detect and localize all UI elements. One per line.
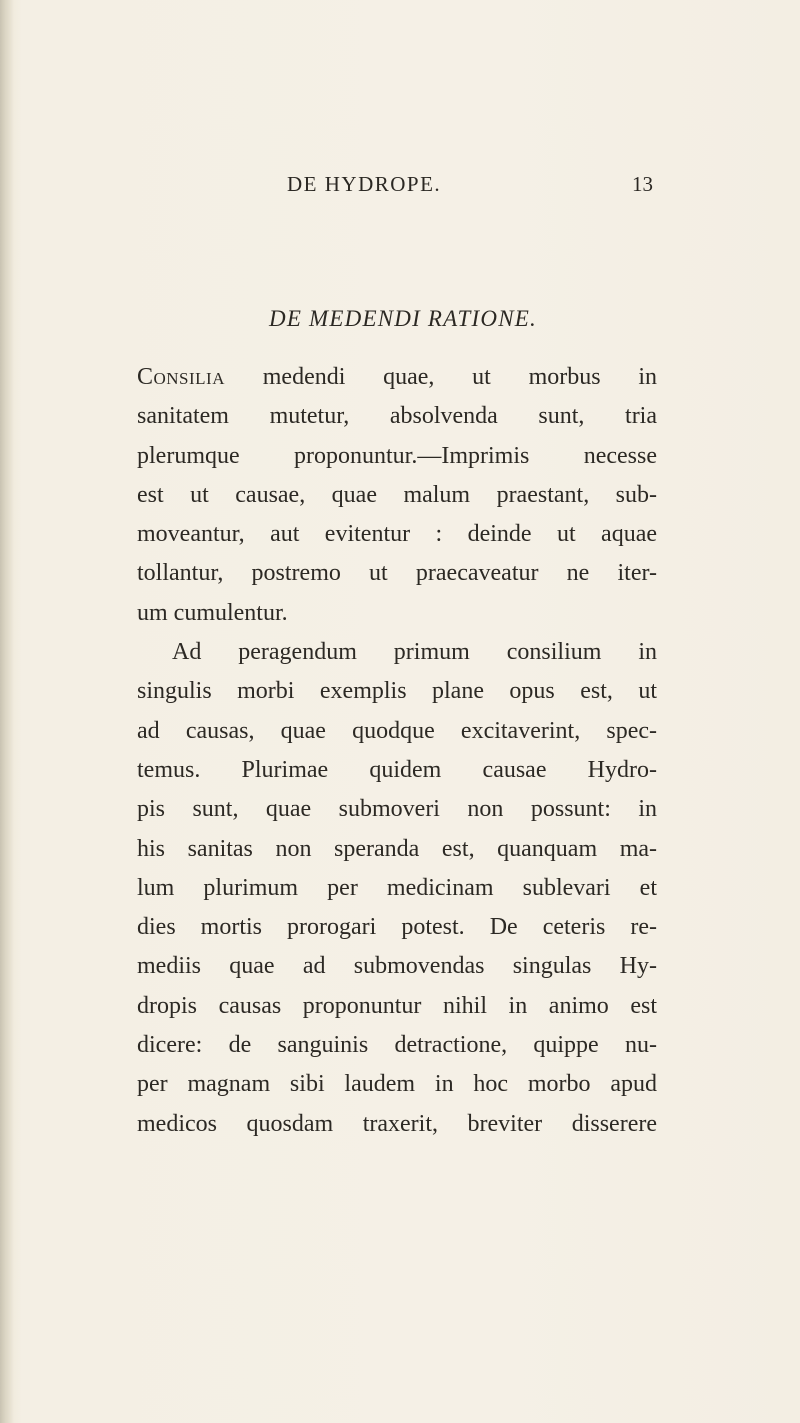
text-line: moveantur, aut evitentur : deinde ut aquae — [137, 521, 657, 548]
line-rest: medendi quae, ut morbus in — [225, 364, 657, 390]
text-line: mediis quae ad submovendas singulas Hy- — [137, 953, 657, 980]
text-line: tollantur, postremo ut praecaveatur ne iter- — [137, 560, 657, 587]
paragraph-start-line: Ad peragendum primum consilium in — [172, 639, 657, 666]
text-line: plerumque proponuntur.—Imprimis necesse — [137, 442, 657, 469]
section-heading: DE MEDENDI RATIONE. — [269, 306, 537, 331]
text-line: sanitatem mutetur, absolvenda sunt, tria — [137, 403, 657, 430]
text-line: um cumulentur. — [137, 599, 288, 626]
text-line: medicos quosdam traxerit, breviter disserere — [137, 1110, 657, 1137]
text-line: ad causas, quae quodque excitaverint, spec- — [137, 717, 657, 744]
text-line: dropis causas proponuntur nihil in animo est — [137, 992, 657, 1019]
text-line: singulis morbi exemplis plane opus est, ut — [137, 678, 657, 705]
text-line — [137, 358, 657, 397]
initial-word: Consilia — [137, 364, 225, 390]
text-line: his sanitas non speranda est, quanquam ma- — [137, 835, 657, 862]
text-line: dies mortis prorogari potest. De ceteris re- — [137, 914, 657, 941]
binding-shadow — [0, 0, 14, 1423]
body-text — [137, 358, 657, 1144]
text-line: lum plurimum per medicinam sublevari et — [137, 874, 657, 901]
text-line: temus. Plurimae quidem causae Hydro- — [137, 756, 657, 783]
running-title: DE HYDROPE. — [287, 172, 442, 196]
page-number: 13 — [632, 172, 653, 196]
text-line: per magnam sibi laudem in hoc morbo apud — [137, 1071, 657, 1098]
text-line: pis sunt, quae submoveri non possunt: in — [137, 796, 657, 823]
text-line: est ut causae, quae malum praestant, sub- — [137, 481, 657, 508]
page-header — [0, 172, 800, 202]
text-line: dicere: de sanguinis detractione, quippe nu- — [137, 1032, 657, 1059]
